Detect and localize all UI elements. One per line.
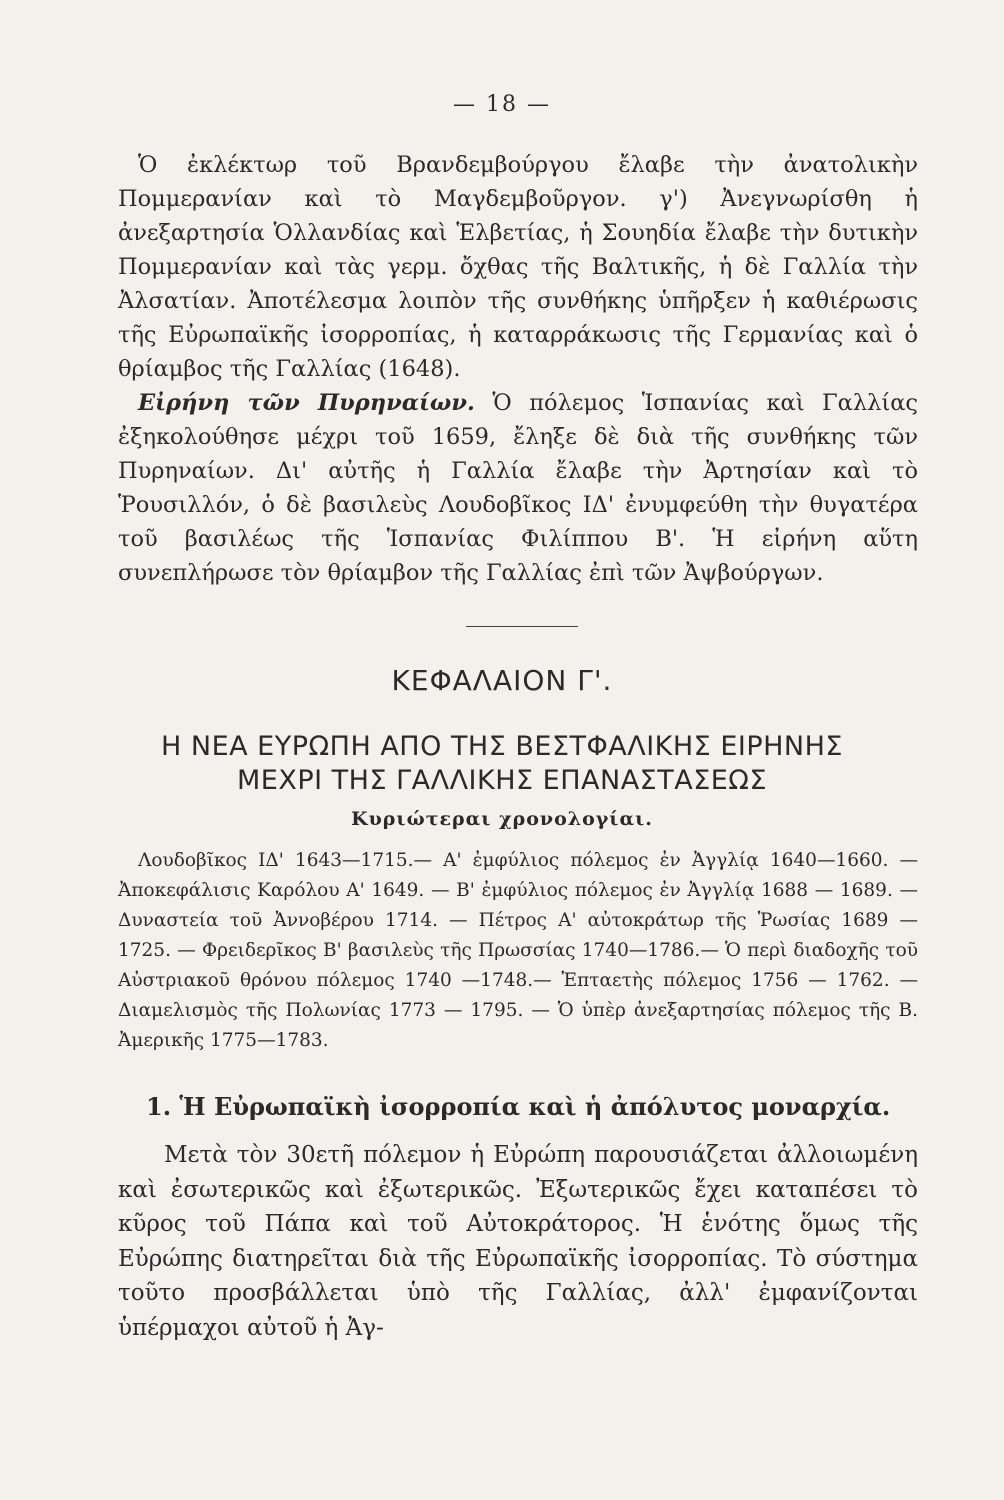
chapter-heading: ΚΕΦΑΛΑΙΟΝ Γ'. <box>391 664 613 697</box>
chapter-title-line-1: Η ΝΕΑ ΕΥΡΩΠΗ ΑΠΟ ΤΗΣ ΒΕΣΤΦΑΛΙΚΗΣ ΕΙΡΗΝΗΣ <box>160 731 843 762</box>
section-heading: 1. Ἡ Εὐρωπαϊκὴ ἰσορροπία καὶ ἡ ἀπόλυτος μοναρχία. <box>146 1092 891 1121</box>
chronology-heading: Κυριώτεραι χρονολογίαι. <box>351 808 653 830</box>
chronology-list: Λουδοβῖκος ΙΔ' 1643—1715.— Α' ἐμφύλιος πόλεμος ἐν Ἀγγλίᾳ 1640—1660. — Ἀποκεφάλισις Καρόλου Α' 1649. — Β' ἐμφύλιος πόλεμος ἐν Ἀγγλίᾳ 1688 — 1689. — Δυναστεία τοῦ Ἀννοβέρου 1714. — Πέτρος Α' αὐτοκράτωρ τῆς Ῥωσίας 1689 — 1725. — Φρειδερῖκος Β' βασιλεὺς τῆς Πρωσσίας 1740—1786.— Ὁ περὶ διαδοχῆς τοῦ Αὐστριακοῦ θρόνου πόλεμος 1740 —1748.— Ἑπταετὴς πόλεμος 1756 — 1762. — Διαμελισμὸς τῆς Πολωνίας 1773 — 1795. — Ὁ ὑπὲρ ἀνεξαρτησίας πόλεμος τῆς Β. Ἀμερικῆς 1775—1783. <box>118 850 918 1051</box>
section-divider <box>466 626 578 627</box>
chapter-title-line-2: ΜΕΧΡΙ ΤΗΣ ΓΑΛΛΙΚΗΣ ΕΠΑΝΑΣΤΑΣΕΩΣ <box>236 765 768 796</box>
paragraph-westphalia-terms: Ὁ ἐκλέκτωρ τοῦ Βρανδεμβούργου ἔλαβε τὴν ἀνατολικὴν Πομμερανίαν καὶ τὸ Μαγδεμβοῦργον. γ') Ἀνεγνωρίσθη ἡ ἀνεξαρτησία Ὁλλανδίας καὶ Ἑλβετίας, ἡ Σουηδία ἔλαβε τὴν δυτικὴν Πομμερανίαν καὶ τὰς γερμ. ὄχθας τῆς Βαλτικῆς, ἡ δὲ Γαλλία τὴν Ἀλσατίαν. Ἀποτέλεσμα λοιπὸν τῆς συνθήκης ὑπῆρξεν ἡ καθιέρωσις τῆς Εὐρωπαϊκῆς ἰσορροπίας, ἡ καταρράκωσις τῆς Γερμανίας καὶ ὁ θρίαμβος τῆς Γαλλίας (1648). <box>118 152 918 382</box>
paragraph-european-balance: Μετὰ τὸν 30ετῆ πόλεμον ἡ Εὐρώπη παρουσιάζεται ἀλλοιωμένη καὶ ἐσωτερικῶς καὶ ἐξωτερικῶς. Ἐξωτερικῶς ἔχει καταπέσει τὸ κῦρος τοῦ Πάπα καὶ τοῦ Αὐτοκράτορος. Ἡ ἑνότης ὅμως τῆς Εὐρώπης διατηρεῖται διὰ τῆς Εὐρωπαϊκῆς ἰσορροπίας. Τὸ σύστημα τοῦτο προσβάλλεται ὑπὸ τῆς Γαλλίας, ἀλλ' ἐμφανίζονται ὑπέρμαχοι αὐτοῦ ἡ Ἀγ- <box>118 1142 918 1341</box>
paragraph-pyrenees-peace <box>118 386 918 590</box>
page-number: — 18 — <box>453 92 551 117</box>
paragraph-body: Ὁ πόλεμος Ἱσπανίας καὶ Γαλλίας ἐξηκολούθησε μέχρι τοῦ 1659, ἔληξε δὲ διὰ τῆς συνθήκης τῶν Πυρηναίων. Δι' αὐτῆς ἡ Γαλλία ἔλαβε τὴν Ἀρτησίαν καὶ τὸ Ῥουσιλλόν, ὁ δὲ βασιλεὺς Λουδοβῖκος ΙΔ' ἐνυμφεύθη τὴν θυγατέρα τοῦ βασιλέως τῆς Ἱσπανίας Φιλίππου Β'. Ἡ εἰρήνη αὕτη συνεπλήρωσε τὸν θρίαμβον τῆς Γαλλίας ἐπὶ τῶν Ἀψβούργων. <box>118 390 918 586</box>
chapter-title <box>0 730 1004 798</box>
paragraph-lead-title: Εἰρήνη τῶν Πυρηναίων. <box>138 390 475 416</box>
